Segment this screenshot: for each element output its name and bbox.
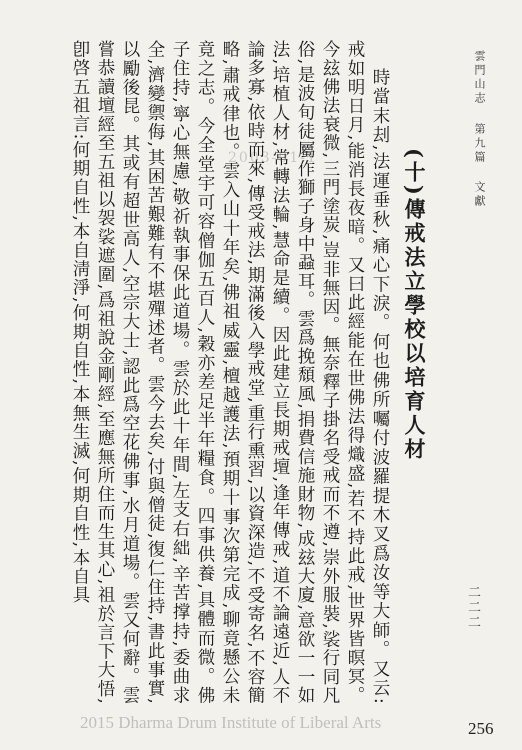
section-heading: (十)傳戒法立學校以培育人材 — [402, 148, 427, 462]
header-chapter: 第九篇 — [473, 122, 486, 165]
body-text — [27, 40, 392, 705]
footer-watermark: 2015 Dharma Drum Institute of Liberal Arts — [80, 713, 382, 732]
header-section: 文獻 — [473, 181, 486, 209]
header-book-title: 雲門山志 — [473, 50, 486, 106]
date-stamp-watermark: 2003-01-1 — [228, 150, 318, 166]
running-header — [472, 50, 486, 290]
body-paragraph: 時當末刦,法運垂秋,痛心下淚。何也佛所囑付波羅提木叉爲汝等大師。又云:戒如明日月,能消長夜暗。又曰此經能在世佛法得熾盛,若不持此戒,世界皆暝冥。今玆佛法衰微,三門塗炭,豈非無因。無奈釋子掛名受戒而不遵,崇外服裝,裟行同凡俗,是波旬徒屬作獅子身中蝨耳。雲爲挽頹風,捐費信施財物,成玆大廈,意欲一一如法,培植人材,常轉法輪,慧命是續。因此建立長期戒壇,逢年傳戒,道不論遠近,人不論多寡,依時而來,傳受戒法,期滿後入學戒堂,重行熏習,以資深造,不受寄名,不容簡略,肅戒律也。雲入山十年矣,佛祖威靈,檀越護法,預期十事次第完成,聊竟懸公未竟之志。今全堂宇可容僧伽五百人,穀亦差足半年糧食。四事供養,具體而微。佛子住持,寧心無慮,敬祈執事保此道場。雲於此十年間,左支右絀,辛苦撑持,委曲求全,濟變禦侮,其困苦艱難有不堪殫述者。雲今去矣,付與僧徒,復仁住持,書此事實,以勵後昆。其或有超世高人,空宗大士,認此爲空花佛事,水月道場。雲又何辭。雲嘗恭讀壇經至五祖以袈裟遮圍,爲祖說金剛經,至應無所住而生其心,祖於言下大悟,卽啓五祖言:何期自性,本自淸淨,何期自性,本無生滅,何期自性,本自具 — [70, 40, 390, 705]
page-number: 256 — [468, 719, 494, 738]
side-page-number: 二二二 — [465, 585, 480, 630]
